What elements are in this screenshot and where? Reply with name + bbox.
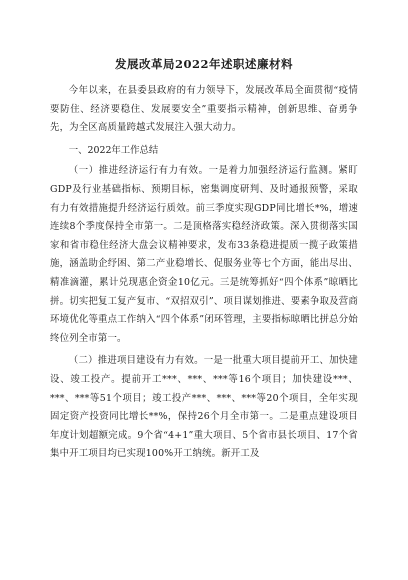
paragraph-economic-operation: （一）推进经济运行有力有效。一是着力加强经济运行监测。紧盯GDP及行业基础指标、预期目标，密集调度研判、及时通报预警，采取有力有效措施提升经济运行质效。前三季度实现GDP同比增长*%，增速连续8个季度保持全市第一。二是顶格落实稳经济政策。深入贯彻落实国家和省市稳住经济大盘会议精神要求，发布33条稳进提质一揽子政策措施，涵盖助企纾困、第二产业稳增长、促服务业等七个方面，能出尽出、精准滴灌，累计兑现惠企资金10亿元。三是统筹抓好“四个体系”晾晒比拼。切实把复工复产复市、“双招双引”、项目谋划推进、要素争取及营商环境优化等重点工作纳入“四个体系”闭环管理，主要指标晾晒比拼总分始终位列全市第一。 — [50, 165, 358, 344]
intro-paragraph: 今年以来，在县委县政府的有力领导下，发展改革局全面贯彻“疫情要防住、经济要稳住、发展要安全”重要指示精神，创新思维、奋勇争先，为全区高质量跨越式发展注入强大动力。 — [50, 85, 358, 134]
section-heading: 一、2022年工作总结 — [68, 144, 159, 156]
document-title: 发展改革局2022年述职述廉材料 — [114, 57, 293, 71]
paragraph-project-construction: （二）推进项目建设有力有效。一是一批重大项目提前开工、加快建设、竣工投产。提前开工***、***、***等16个项目；加快建设***、***、***等51个项目；竣工投产***、***、***等20个项目，全年实现固定资产投资同比增长**%，保持26个月全市第一。二是重点建设项目年度计划超额完成。9个省“4+1”重大项目、5个省市县长项目、17个省集中开工项目均已实现100%开工纳统。新开工及 — [50, 355, 358, 460]
